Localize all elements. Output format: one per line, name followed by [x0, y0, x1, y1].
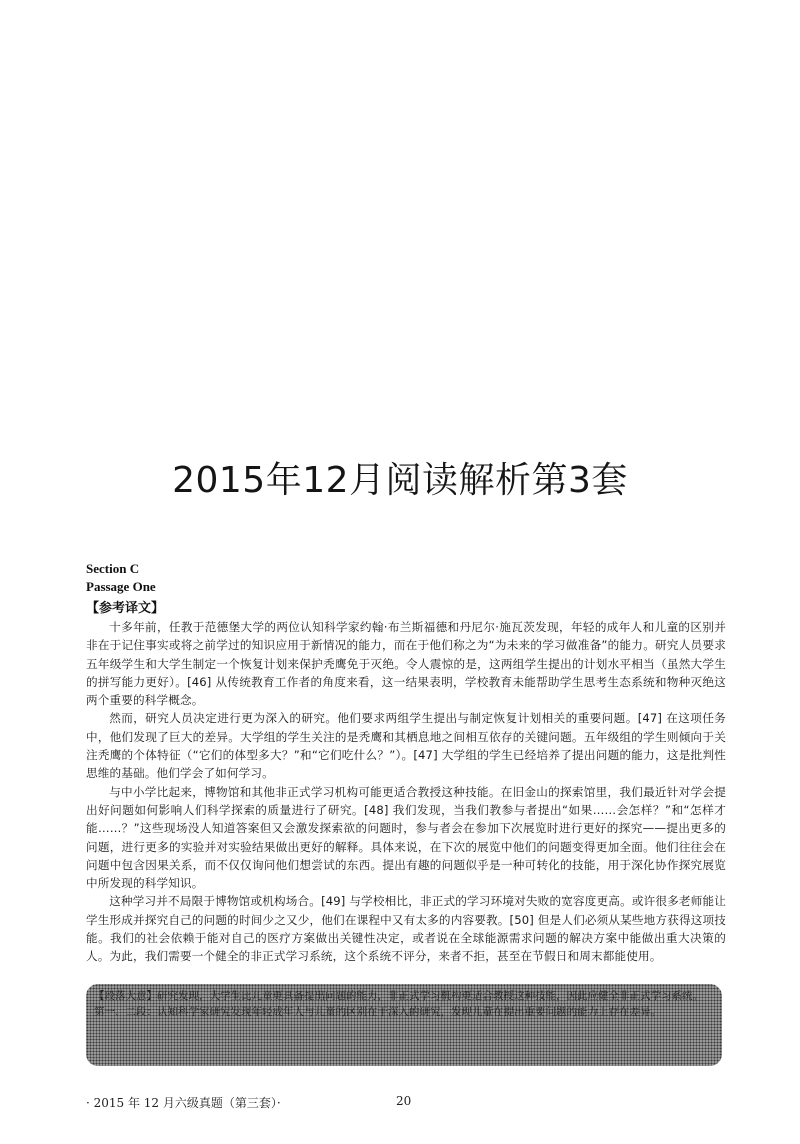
- translation-body: [86, 618, 726, 966]
- translation-header: 【参考译文】: [86, 601, 165, 616]
- section-heading: Section C: [86, 561, 140, 576]
- page-title: 2015年12月阅读解析第3套: [172, 460, 628, 501]
- paragraph-4: 这种学习并不局限于博物馆或机构场合。[49] 与学校相比，非正式的学习环境对失败的宽容度更高。或许很多老师能让学生形成并探究自己的问题的时间少之又少，他们在课程中又有太多的内容要教。[50] 但是人们必须从某些地方获得这项技能。我们的社会依赖于能对自己的医疗方案做出关键性决定，或者说在全球能源需求问题的解决方案中能做出重大决策的人。为此，我们需要一个健全的非正式学习系统，这个系统不评分，来者不拒，甚至在节假日和周末都能使用。: [86, 894, 726, 964]
- note-line-2: 第一、二段：认知科学家研究发现年轻成年人与儿童的区别在于深入的研究，发现儿童在提出重要问题的能力上存在差异。: [94, 1006, 661, 1018]
- note-line-1: 【段落大意】研究发现，大学生比儿童更具备提出问题的能力，非正式学习机构更适合教授这种技能，因此应健全非正式学习系统。: [94, 990, 703, 1002]
- paragraph-2: 然而，研究人员决定进行更为深入的研究。他们要求两组学生提出与制定恢复计划相关的重要问题。[47] 在这项任务中，他们发现了巨大的差异。大学组的学生关注的是秃鹰和其栖息地之间相互依存的关键问题。五年级组的学生则倾向于关注秃鹰的个体特征（“它们的体型多大？”和“它们吃什么？”）。[47] 大学组的学生已经培养了提出问题的能力，这是批判性思维的基础。他们学会了如何学习。: [86, 711, 726, 781]
- passage-heading: Passage One: [86, 579, 156, 594]
- page-number: 20: [396, 1094, 412, 1108]
- summary-note-box: [86, 984, 722, 1066]
- paragraph-1: 十多年前，任教于范德堡大学的两位认知科学家约翰·布兰斯福德和丹尼尔·施瓦茨发现，年轻的成年人和儿童的区别并非在于记住事实或将之前学过的知识应用于新情况的能力，而在于他们称之为“为未来的学习做准备”的能力。研究人员要求五年级学生和大学生制定一个恢复计划来保护秃鹰免于灭绝。令人震惊的是，这两组学生提出的计划水平相当（虽然大学生的拼写能力更好）。[46] 从传统教育工作者的角度来看，这一结果表明，学校教育未能帮助学生思考生态系统和物种灭绝这两个重要的科学概念。: [86, 620, 726, 708]
- page-footer: · 2015 年 12 月六级真题（第三套）·: [86, 1096, 281, 1110]
- paragraph-3: 与中小学比起来，博物馆和其他非正式学习机构可能更适合教授这种技能。在旧金山的探索馆里，我们最近针对学会提出好问题如何影响人们科学探索的质量进行了研究。[48] 我们发现，当我们教参与者提出“如果……会怎样？”和“怎样才能……？”这些现场没人知道答案但又会激发探索欲的问题时，参与者会在参加下次展览时进行更好的探究——提出更多的问题，进行更多的实验并对实验结果做出更好的解释。具体来说，在下次的展览中他们的问题变得更加全面。他们往往会在问题中包含因果关系，而不仅仅询问他们想尝试的东西。提出有趣的问题似乎是一种可转化的技能，用于深化协作探究展览中所发现的科学知识。: [86, 784, 726, 891]
